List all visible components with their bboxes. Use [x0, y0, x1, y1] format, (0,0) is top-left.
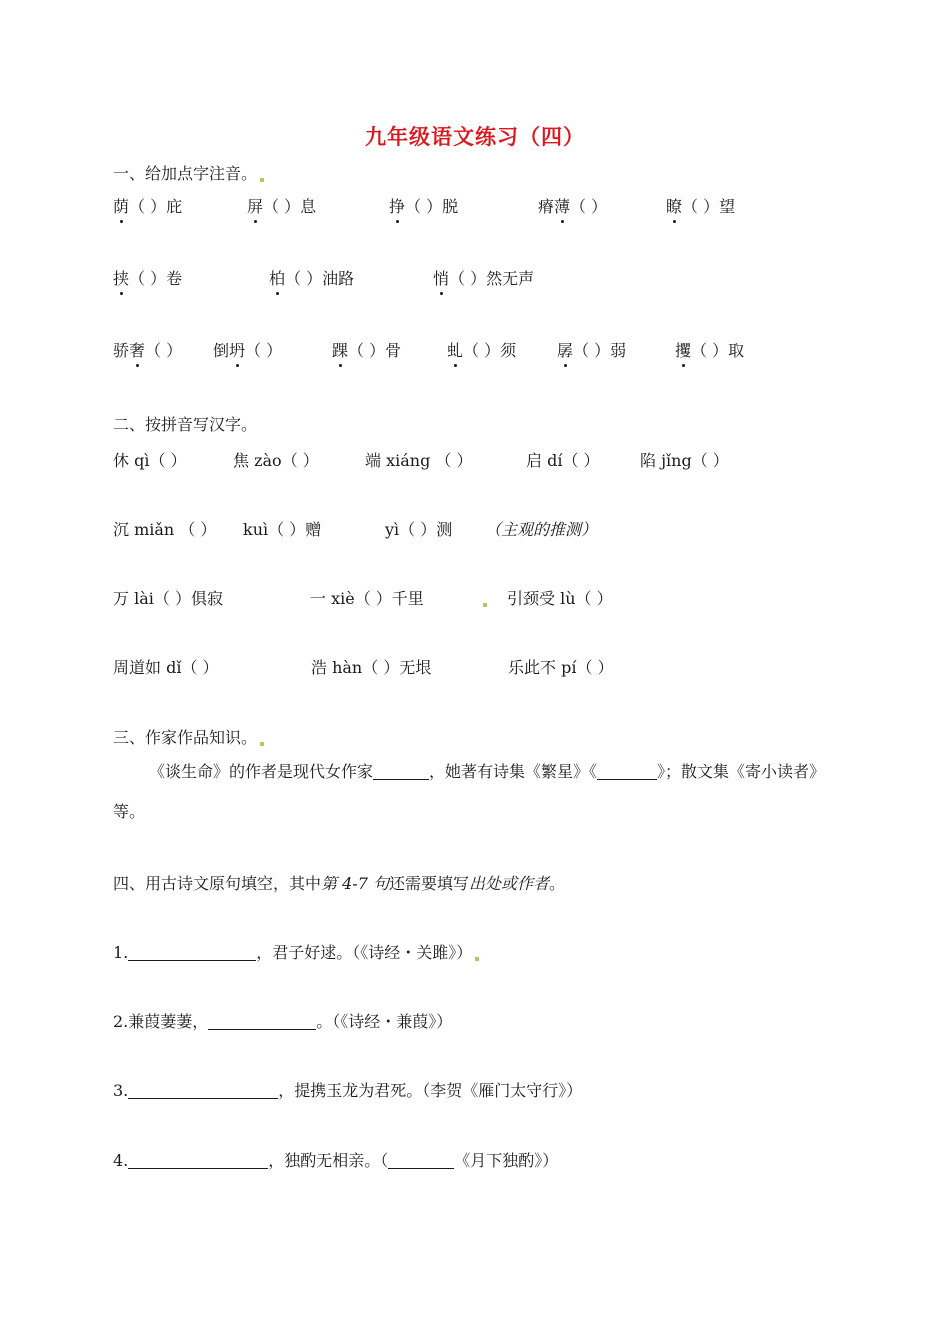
item-prefix: 瘠 — [538, 197, 555, 216]
page-title: 九年级语文练习（四） — [365, 124, 585, 149]
item-suffix: （ ） — [145, 341, 183, 360]
answer-blank[interactable] — [128, 1152, 268, 1169]
q4-item-3: 3. ，提携玉龙为君死。（李贺《雁门太守行》） — [113, 1081, 583, 1100]
pinyin-item — [113, 196, 182, 218]
dotted-character: 挣 — [389, 197, 406, 216]
pinyin-item — [447, 340, 516, 362]
item-prefix: 倒 — [213, 341, 230, 360]
section-4-heading: 四、用古诗文原句填空，其中第 4-7 句还需要填写出处或作者。 — [113, 874, 566, 893]
section-3-heading: 三、作家作品知识。 — [113, 727, 264, 749]
dotted-character: 挟 — [113, 269, 130, 288]
answer-blank[interactable] — [208, 1013, 316, 1030]
pinyin-item — [213, 340, 282, 362]
pinyin-item — [247, 196, 316, 218]
q2-item: 浩 hàn（ ）无垠 — [311, 658, 432, 677]
q2-item: 沉 miǎn （ ） — [113, 520, 217, 539]
answer-blank[interactable] — [128, 944, 256, 961]
section-1-heading: 一、给加点字注音。 — [113, 163, 264, 185]
q2-item: 陷 jǐng（ ） — [640, 451, 729, 470]
item-suffix: （ ）骨 — [348, 341, 402, 360]
pinyin-item — [433, 268, 534, 290]
item-suffix: （ ） — [570, 197, 608, 216]
q2-item: kuì（ ）赠 — [243, 520, 322, 539]
decor-mark — [480, 588, 487, 610]
q2-item: 休 qì（ ） — [113, 451, 187, 470]
dotted-character: 奢 — [129, 341, 146, 360]
item-suffix: （ ）卷 — [129, 269, 183, 288]
dotted-character: 攫 — [675, 341, 692, 360]
answer-blank[interactable] — [388, 1152, 454, 1169]
dotted-character: 瞭 — [666, 197, 683, 216]
q2-item: 端 xiáng （ ） — [365, 451, 473, 470]
q2-item: 万 lài（ ）俱寂 — [113, 589, 223, 608]
pinyin-item — [538, 196, 607, 218]
item-prefix: 骄 — [113, 341, 130, 360]
dotted-character: 荫 — [113, 197, 130, 216]
item-suffix: （ ）庇 — [129, 197, 183, 216]
pinyin-item — [113, 340, 182, 362]
q4-item-4: 4. ，独酌无相亲。（ 《月下独酌》） — [113, 1151, 559, 1170]
q2-note: （主观的推测） — [485, 520, 598, 539]
dotted-character: 薄 — [554, 197, 571, 216]
q3-paragraph: 《谈生命》的作者是现代女作家 ，她著有诗集《繁星》《 》；散文集《寄小读者》等。 — [113, 762, 826, 821]
item-suffix: （ ）取 — [691, 341, 745, 360]
item-suffix: （ ）须 — [463, 341, 517, 360]
pinyin-item — [666, 196, 735, 218]
item-suffix: （ ）弱 — [573, 341, 627, 360]
pinyin-item — [269, 268, 354, 290]
pinyin-item — [675, 340, 744, 362]
answer-blank[interactable] — [128, 1082, 278, 1099]
pinyin-item — [557, 340, 626, 362]
item-suffix: （ ）息 — [263, 197, 317, 216]
dotted-character: 孱 — [557, 341, 574, 360]
dotted-character: 坍 — [229, 341, 246, 360]
q2-item: 焦 zào（ ） — [233, 451, 319, 470]
q2-item: 乐此不 pí（ ） — [508, 658, 614, 677]
pinyin-item — [332, 340, 401, 362]
answer-blank[interactable] — [373, 763, 429, 780]
pinyin-item — [113, 268, 182, 290]
q2-item: yì（ ）测 — [385, 520, 453, 539]
dotted-character: 踝 — [332, 341, 349, 360]
dotted-character: 柏 — [269, 269, 286, 288]
q4-item-1: 1. ，君子好逑。（《诗经・关雎》） — [113, 942, 479, 964]
item-suffix: （ ）然无声 — [449, 269, 535, 288]
item-suffix: （ ）望 — [682, 197, 736, 216]
q2-item: 启 dí（ ） — [526, 451, 600, 470]
q2-item: 引颈受 lù（ ） — [507, 589, 613, 608]
item-suffix: （ ） — [245, 341, 283, 360]
q4-item-2: 2.兼葭萋萋， 。（《诗经・兼葭》） — [113, 1012, 453, 1031]
pinyin-item — [389, 196, 458, 218]
item-suffix: （ ）油路 — [285, 269, 355, 288]
section-2-heading: 二、按拼音写汉字。 — [113, 415, 258, 434]
dotted-character: 屏 — [247, 197, 264, 216]
dotted-character: 虬 — [447, 341, 464, 360]
item-suffix: （ ）脱 — [405, 197, 459, 216]
q2-item: 周道如 dǐ（ ） — [113, 658, 219, 677]
dotted-character: 悄 — [433, 269, 450, 288]
answer-blank[interactable] — [597, 763, 657, 780]
q2-item: 一 xiè（ ）千里 — [310, 589, 424, 608]
